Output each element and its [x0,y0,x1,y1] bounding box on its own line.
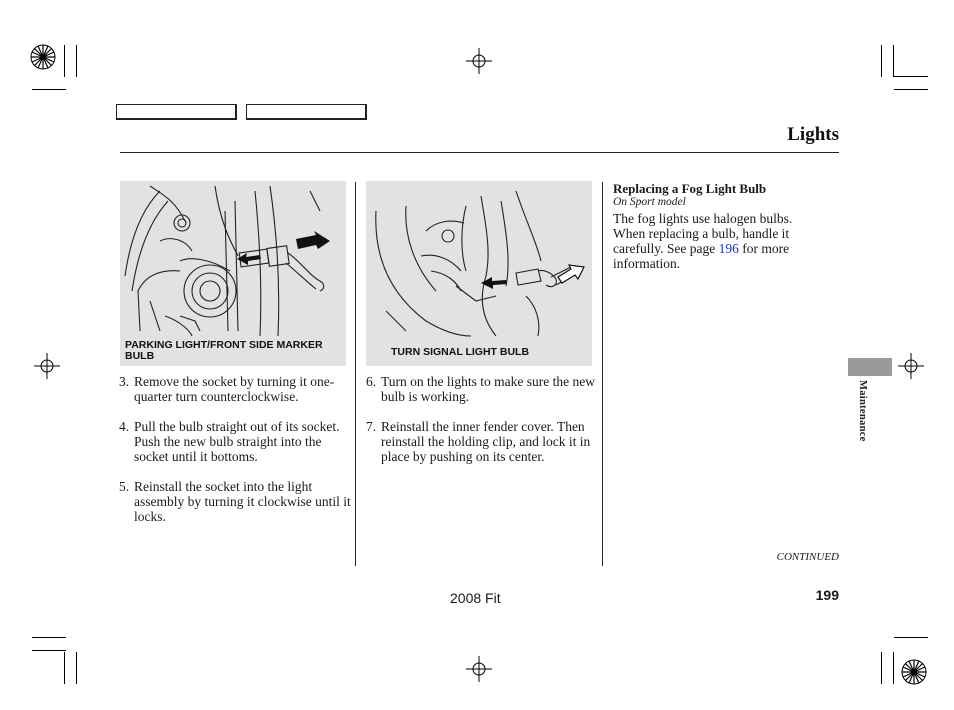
crop-mark [32,650,66,651]
list-item [119,479,351,524]
page-number: 199 [815,587,839,603]
crop-mark [894,76,928,77]
column-divider [602,182,603,566]
crop-mark [64,45,65,77]
step-number: 7. [366,419,377,434]
crop-mark [894,89,928,90]
figure-caption: PARKING LIGHT/FRONT SIDE MARKER BULB [125,339,323,362]
registration-target-icon [898,353,924,379]
parking-light-figure [120,181,346,366]
section-tab-label: Maintenance [857,380,868,442]
crop-mark [32,89,66,90]
header-box [116,104,237,120]
crop-mark [893,652,894,684]
continued-label: CONTINUED [776,551,839,563]
step-text: Reinstall the inner fender cover. Then reinstall the holding clip, and lock it in place by pushing on its center. [381,419,591,464]
starburst-mark-icon [30,44,56,70]
step-text: Turn on the lights to make sure the new bulb is working. [381,374,595,404]
step-text: Reinstall the socket into the light assembly by turning it clockwise until it locks. [134,479,351,524]
turn-signal-figure [366,181,592,366]
page-reference-link[interactable]: 196 [718,241,739,256]
step-number: 6. [366,374,377,389]
crop-mark [893,45,894,77]
crop-mark [76,45,77,77]
crop-mark [76,652,77,684]
crop-mark [64,652,65,684]
fog-section-heading: Replacing a Fog Light Bulb [613,181,767,196]
registration-target-icon [466,48,492,74]
list-item [119,419,351,464]
registration-target-icon [34,353,60,379]
step-text: Remove the socket by turning it one-quarter turn counterclockwise. [134,374,335,404]
list-item [366,374,598,404]
left-steps-list [119,374,351,539]
starburst-mark-icon [901,659,927,685]
crop-mark [881,652,882,684]
section-title: Lights [787,124,839,145]
fog-body-text: The fog lights use halogen bulbs. When replacing a bulb, handle it carefully. See page [613,211,793,256]
step-number: 5. [119,479,130,494]
middle-steps-list [366,374,598,479]
step-number: 4. [119,419,130,434]
fog-section-body [613,211,823,271]
step-text: Pull the bulb straight out of its socket. Push the new bulb straight into the socket until it bottoms. [134,419,340,464]
column-divider [355,182,356,566]
list-item [366,419,598,464]
fog-body-text: for more information. [613,241,790,271]
section-tab [848,358,892,376]
step-number: 3. [119,374,130,389]
crop-mark [894,637,928,638]
crop-mark [32,637,66,638]
figure-caption: TURN SIGNAL LIGHT BULB [391,346,530,358]
title-rule [120,152,839,153]
parking-light-illustration [120,181,346,341]
crop-mark [881,45,882,77]
turn-signal-illustration [366,181,592,341]
fog-section-subtitle: On Sport model [613,196,686,208]
footer-model: 2008 Fit [450,590,501,606]
registration-target-icon [466,656,492,682]
header-box [246,104,367,120]
list-item [119,374,351,404]
